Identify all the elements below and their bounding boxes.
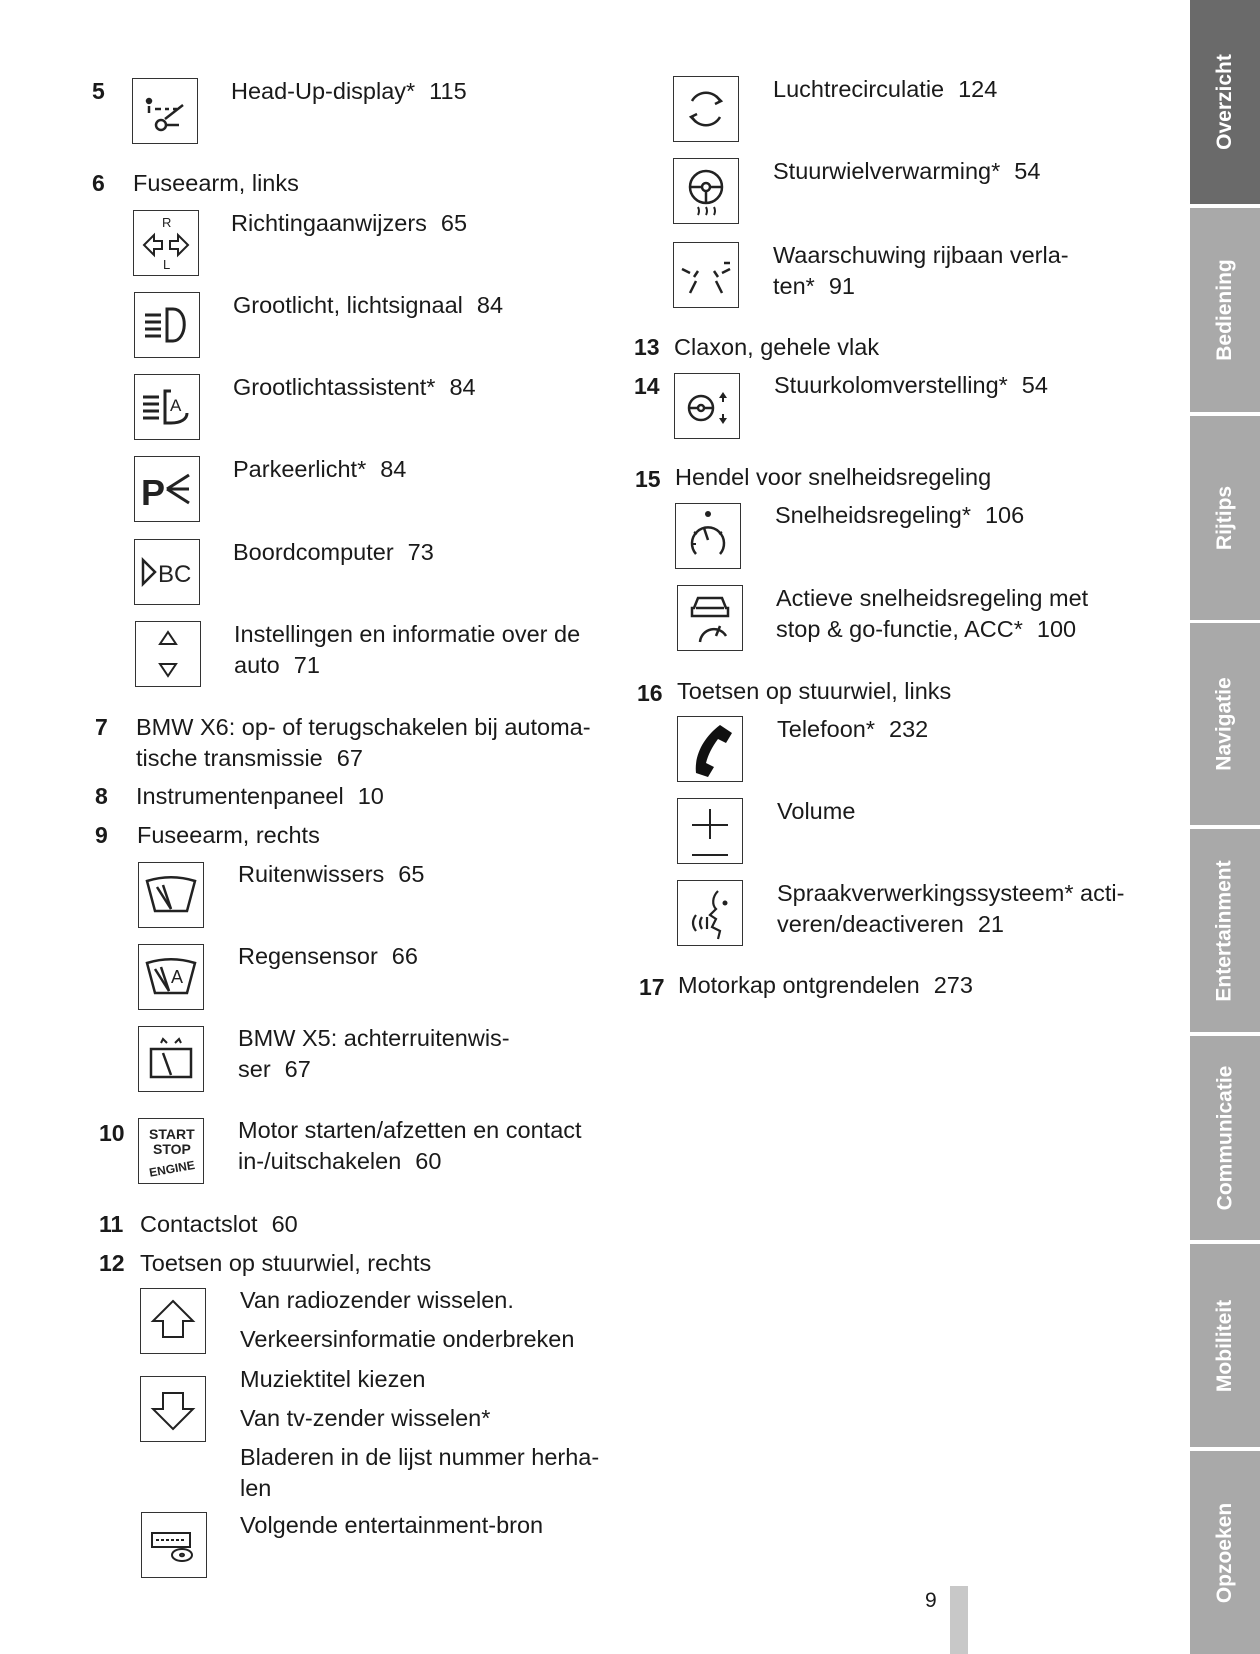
board-computer-icon [134,539,200,605]
page-number-bar [950,1586,968,1654]
cruise-control-label: Snelheidsregeling* 106 [775,502,1025,528]
transmission-line1: BMW X6: op- of terugschakelen bij automa- [136,714,591,740]
settings-info-line2: auto 71 [234,652,320,678]
high-beam-label: Grootlicht, lichtsignaal 84 [233,292,504,318]
tv-station-label: Van tv-zender wisselen* [240,1405,491,1431]
item-number: 17 [639,974,665,1000]
volume-plus-minus-icon [677,798,743,864]
head-up-display-icon [132,78,198,144]
horn-label: Claxon, gehele vlak [674,334,880,360]
item-number: 14 [634,373,660,399]
voice-command-line1: Spraakverwerkingssysteem* acti- [777,880,1125,906]
high-beam-assistant-label: Grootlichtassistent* 84 [233,374,476,400]
instrument-panel-label: Instrumentenpaneel 10 [136,783,384,809]
high-beam-icon [134,292,200,358]
browse-list-line2: len [240,1475,272,1501]
item-number: 11 [99,1211,124,1237]
engine-text: ENGINE [148,1157,196,1180]
svg-text:A: A [170,396,182,415]
settings-info-label [234,619,580,681]
arrow-down-button-icon [140,1376,206,1442]
rain-sensor-icon [138,944,204,1010]
acc-line1: Actieve snelheidsregeling met [776,585,1089,611]
settings-arrows-icon [135,621,201,687]
tab-rijtips[interactable]: Rijtips [1190,416,1260,620]
rear-wiper-icon [138,1026,204,1092]
rain-sensor-label: Regensensor 66 [238,943,418,969]
section-heading-steering-left: Toetsen op stuurwiel, links [677,678,952,704]
browse-list-label [240,1442,599,1504]
parking-light-icon [134,456,200,522]
active-cruise-control-icon [677,585,743,651]
transmission-line2: tische transmissie 67 [136,745,363,771]
tab-mobiliteit[interactable]: Mobiliteit [1190,1244,1260,1447]
acc-line2: stop & go-functie, ACC* 100 [776,616,1077,642]
start-stop-line2: in-/uitschakelen 60 [238,1148,442,1174]
telephone-label: Telefoon* 232 [777,716,929,742]
chapter-tabs [1190,0,1260,1654]
page-number: 9 [925,1589,937,1612]
lane-departure-line1: Waarschuwing rijbaan verla- [773,242,1069,268]
svg-text:BC: BC [158,561,192,588]
steering-wheel-heating-label: Stuurwielverwarming* 54 [773,158,1041,184]
turn-signal-icon [133,210,199,276]
tab-opzoeken[interactable]: Opzoeken [1190,1451,1260,1654]
music-title-label: Muziektitel kiezen [240,1366,426,1392]
start-text: START [149,1126,195,1142]
section-heading-fuseearm-links: Fuseearm, links [133,170,299,196]
tab-navigatie[interactable]: Navigatie [1190,623,1260,825]
phone-icon [677,716,743,782]
voice-command-label [777,878,1124,940]
wiper-label: Ruitenwissers 65 [238,861,425,887]
item-number: 5 [92,78,105,104]
parking-light-label: Parkeerlicht* 84 [233,456,407,482]
traffic-info-label: Verkeersinformatie onderbreken [240,1326,575,1352]
wiper-icon [138,862,204,928]
volume-label: Volume [777,798,856,824]
stop-text: STOP [153,1141,191,1157]
svg-text:P: P [141,472,166,513]
rear-wiper-line2: ser 67 [238,1056,311,1082]
start-stop-label [238,1115,582,1177]
item-number: 6 [92,170,105,196]
rear-wiper-label [238,1023,510,1085]
tab-overzicht[interactable]: Overzicht [1190,0,1260,204]
automatic-transmission-label [136,712,591,774]
section-heading-fuseearm-rechts: Fuseearm, rechts [137,822,320,848]
steering-column-adjust-label: Stuurkolomverstelling* 54 [774,372,1048,398]
svg-text:R: R [162,215,172,230]
item-number: 7 [95,714,108,740]
turn-signal-label: Richtingaanwijzers 65 [231,210,468,236]
item-number: 15 [635,466,661,492]
svg-text:L: L [163,257,171,272]
lane-departure-line2: ten* 91 [773,273,855,299]
item-number: 13 [634,334,660,360]
arrow-up-button-icon [140,1288,206,1354]
steering-column-adjust-icon [674,373,740,439]
item-number: 16 [637,680,663,706]
lane-departure-label [773,240,1069,302]
air-recirculation-icon [673,76,739,142]
lane-departure-icon [673,242,739,308]
head-up-display-label: Head-Up-display* 115 [231,78,467,104]
section-heading-steering-right: Toetsen op stuurwiel, rechts [140,1250,432,1276]
air-recirculation-label: Luchtrecirculatie 124 [773,76,998,102]
start-stop-button-icon [138,1118,204,1184]
voice-command-line2: veren/deactiveren 21 [777,911,1004,937]
start-stop-line1: Motor starten/afzetten en contact [238,1117,582,1143]
cruise-control-lever-heading: Hendel voor snelheidsregeling [675,464,992,490]
settings-info-line1: Instellingen en informatie over de [234,621,581,647]
board-computer-label: Boordcomputer 73 [233,539,434,565]
high-beam-assistant-icon [134,374,200,440]
browse-list-line1: Bladeren in de lijst nummer herha- [240,1444,600,1470]
hood-release-label: Motorkap ontgrendelen 273 [678,972,973,998]
tab-bediening[interactable]: Bediening [1190,208,1260,412]
ignition-lock-label: Contactslot 60 [140,1211,298,1237]
cruise-control-icon [675,503,741,569]
next-source-label: Volgende entertainment-bron [240,1512,544,1538]
active-cruise-control-label [776,583,1088,645]
tab-entertainment[interactable]: Entertainment [1190,829,1260,1032]
item-number: 9 [95,822,108,848]
steering-wheel-heating-icon [673,158,739,224]
voice-command-icon [677,880,743,946]
item-number: 12 [99,1250,125,1276]
radio-station-label: Van radiozender wisselen. [240,1287,514,1313]
entertainment-source-icon [141,1512,207,1578]
tab-communicatie[interactable]: Communicatie [1190,1036,1260,1240]
item-number: 8 [95,783,108,809]
item-number: 10 [99,1120,125,1146]
svg-text:A: A [171,967,184,987]
rear-wiper-line1: BMW X5: achterruitenwis- [238,1025,510,1051]
